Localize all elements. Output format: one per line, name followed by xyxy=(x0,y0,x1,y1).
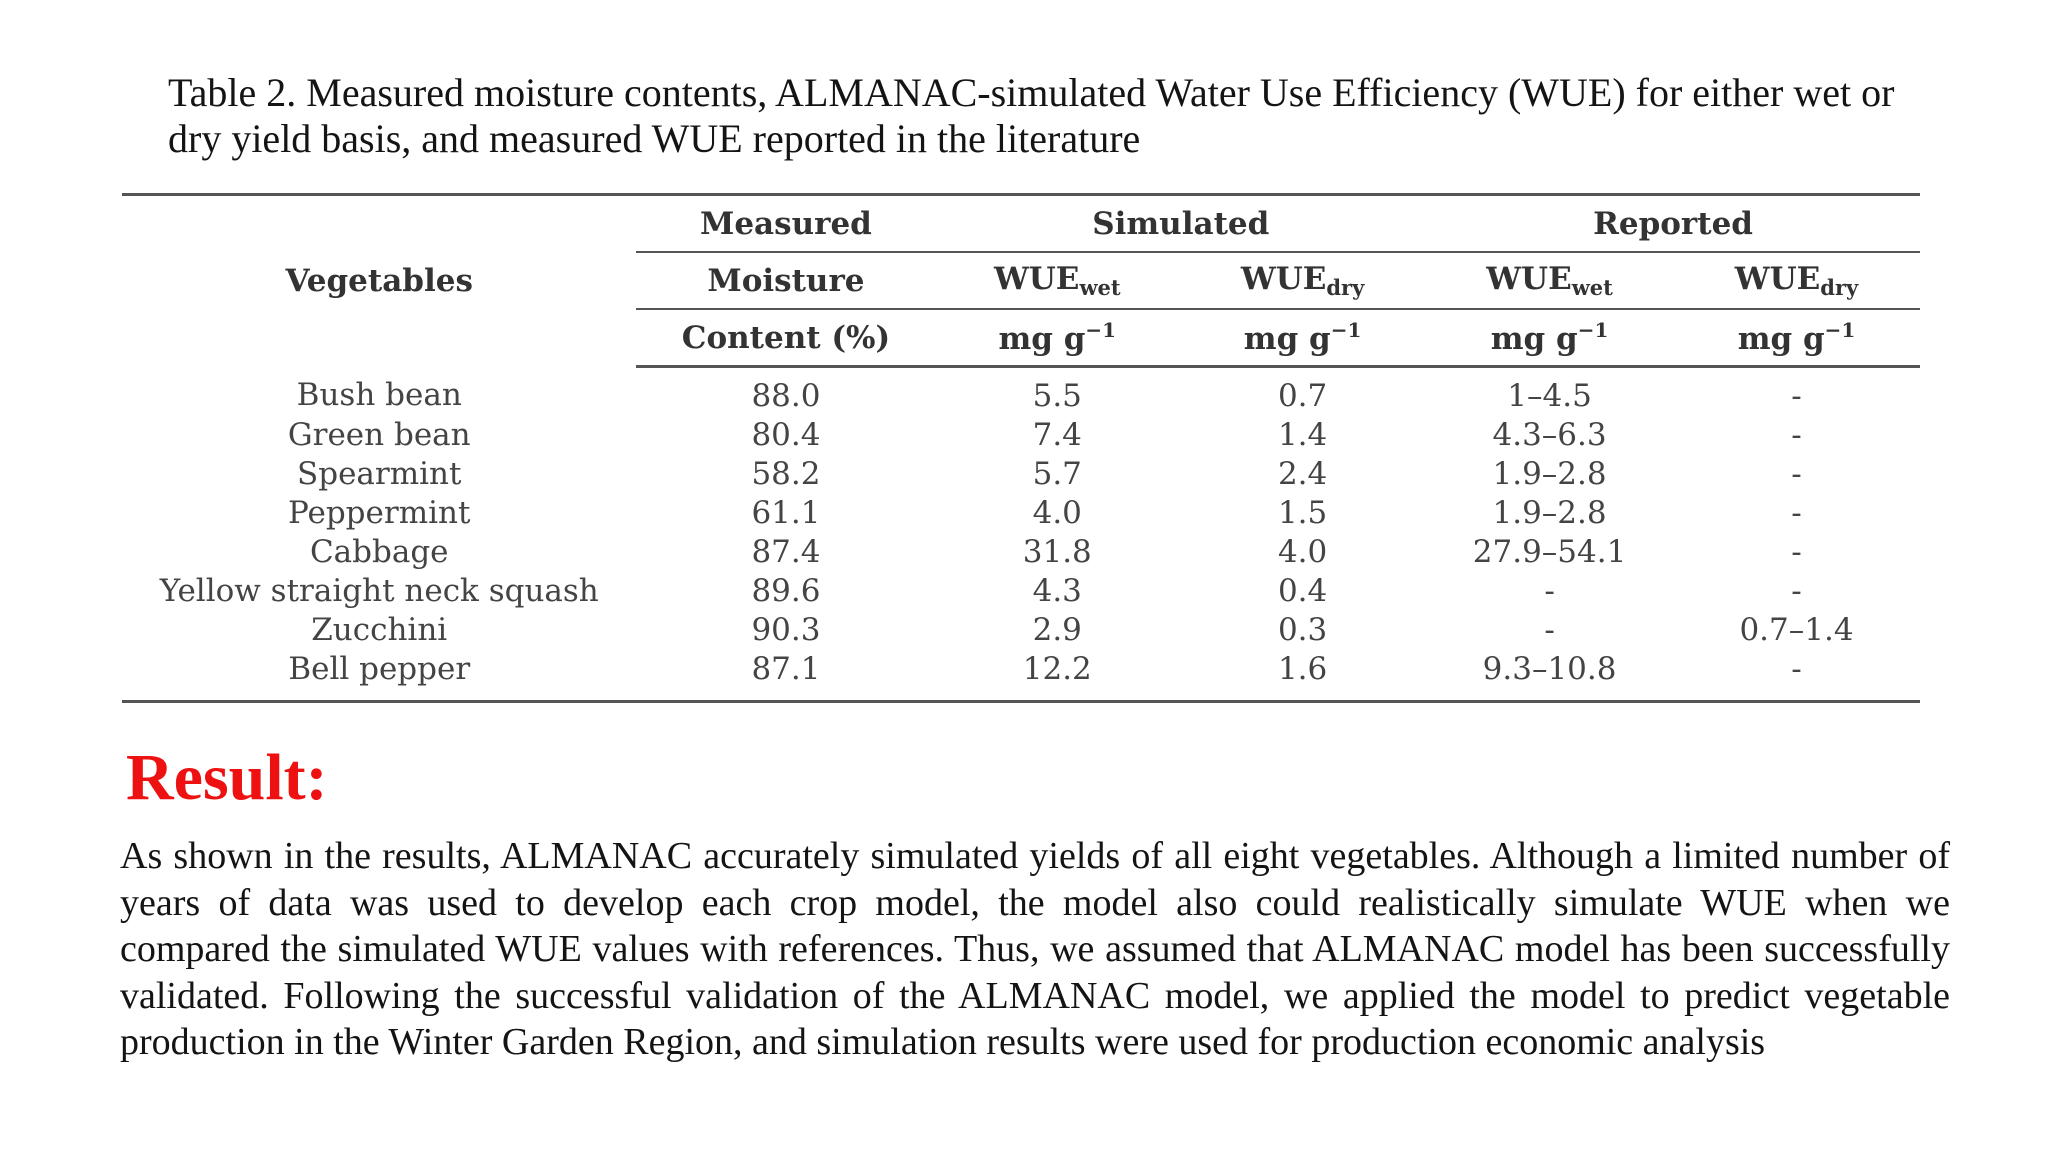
cell-rep-dry: 0.7–1.4 xyxy=(1739,611,1854,648)
cell-sim-dry: 1.5 xyxy=(1277,494,1328,531)
cell-moisture: 88.0 xyxy=(751,377,821,414)
unit-label: mg g xyxy=(1243,321,1331,357)
header-unit xyxy=(1426,309,1673,367)
cell-moisture: 90.3 xyxy=(751,611,821,648)
table-caption: Table 2. Measured moisture contents, ALMANAC-simulated Water Use Efficiency (WUE) for either wet or dry yield basis, and measured WUE reported in the literature xyxy=(168,70,1895,161)
wue-table xyxy=(122,193,1920,703)
header-vegetables: Vegetables xyxy=(122,195,636,367)
table-row xyxy=(122,610,1920,649)
cell-rep-wet: 1.9–2.8 xyxy=(1492,455,1607,492)
cell-sim-dry: 2.4 xyxy=(1277,455,1328,492)
cell-vegetable: Bush bean xyxy=(296,376,462,413)
cell-rep-wet: 9.3–10.8 xyxy=(1426,649,1673,702)
unit-label: mg g xyxy=(1490,321,1578,357)
cell-sim-wet: 12.2 xyxy=(935,649,1179,702)
cell-rep-wet: 4.3–6.3 xyxy=(1492,416,1607,453)
cell-rep-dry: - xyxy=(1791,416,1802,453)
cell-vegetable: Bell pepper xyxy=(122,649,636,702)
cell-rep-wet: 1–4.5 xyxy=(1507,377,1592,414)
table-row xyxy=(122,415,1920,454)
unit-exponent: −1 xyxy=(1085,318,1117,342)
wet-subscript: wet xyxy=(1571,275,1613,300)
cell-moisture: 87.4 xyxy=(751,533,821,570)
cell-rep-dry: - xyxy=(1673,649,1920,702)
dry-subscript: dry xyxy=(1820,275,1859,300)
cell-vegetable: Zucchini xyxy=(311,611,448,648)
cell-sim-dry: 1.6 xyxy=(1179,649,1426,702)
cell-sim-wet: 2.9 xyxy=(1032,611,1082,648)
cell-vegetable: Cabbage xyxy=(309,533,449,570)
unit-label: mg g xyxy=(1737,321,1825,357)
table-row xyxy=(122,532,1920,571)
unit-exponent: −1 xyxy=(1824,318,1856,342)
cell-rep-dry: - xyxy=(1791,533,1802,570)
unit-exponent: −1 xyxy=(1330,318,1362,342)
cell-rep-dry: - xyxy=(1791,455,1802,492)
cell-moisture: 89.6 xyxy=(751,572,821,609)
header-moisture: Moisture xyxy=(636,252,935,309)
cell-sim-wet: 4.0 xyxy=(1032,494,1082,531)
cell-sim-wet: 7.4 xyxy=(1032,416,1082,453)
header-rep-wue-dry xyxy=(1673,252,1920,309)
header-row-groups xyxy=(122,195,1920,253)
wue-label: WUE xyxy=(993,261,1080,297)
cell-moisture: 80.4 xyxy=(751,416,821,453)
cell-sim-dry: 0.4 xyxy=(1277,572,1328,609)
header-unit xyxy=(1673,309,1920,367)
cell-rep-dry: - xyxy=(1791,377,1802,414)
wue-label: WUE xyxy=(1734,261,1821,297)
unit-label: mg g xyxy=(998,321,1086,357)
result-heading: Result: xyxy=(126,741,328,814)
table-row xyxy=(122,571,1920,610)
cell-sim-dry: 0.7 xyxy=(1277,377,1328,414)
cell-moisture: 87.1 xyxy=(636,649,935,702)
cell-rep-dry: - xyxy=(1791,572,1802,609)
cell-rep-wet: 27.9–54.1 xyxy=(1472,533,1627,570)
header-sim-wue-wet xyxy=(935,252,1179,309)
header-unit xyxy=(1179,309,1426,367)
header-unit xyxy=(935,309,1179,367)
wet-subscript: wet xyxy=(1079,275,1121,300)
header-measured: Measured xyxy=(636,195,935,253)
dry-subscript: dry xyxy=(1326,275,1365,300)
table-row xyxy=(122,493,1920,532)
cell-moisture: 58.2 xyxy=(751,455,821,492)
table-row xyxy=(122,454,1920,493)
cell-rep-wet: - xyxy=(1544,611,1555,648)
unit-exponent: −1 xyxy=(1577,318,1609,342)
table-row xyxy=(122,649,1920,702)
header-simulated: Simulated xyxy=(935,195,1426,253)
cell-vegetable: Green bean xyxy=(287,416,471,453)
header-content: Content (%) xyxy=(636,309,935,367)
cell-vegetable: Yellow straight neck squash xyxy=(159,572,599,609)
table-row xyxy=(122,367,1920,416)
cell-sim-wet: 31.8 xyxy=(1022,533,1092,570)
cell-sim-dry: 0.3 xyxy=(1277,611,1328,648)
wue-label: WUE xyxy=(1240,261,1327,297)
cell-sim-wet: 5.7 xyxy=(1032,455,1082,492)
cell-sim-dry: 4.0 xyxy=(1277,533,1328,570)
cell-sim-wet: 4.3 xyxy=(1032,572,1082,609)
cell-vegetable: Spearmint xyxy=(297,455,462,492)
header-reported: Reported xyxy=(1426,195,1920,253)
cell-moisture: 61.1 xyxy=(751,494,821,531)
wue-label: WUE xyxy=(1486,261,1572,297)
cell-rep-dry: - xyxy=(1791,494,1802,531)
cell-sim-dry: 1.4 xyxy=(1277,416,1328,453)
cell-rep-wet: 1.9–2.8 xyxy=(1492,494,1607,531)
cell-sim-wet: 5.5 xyxy=(1032,377,1082,414)
result-paragraph: As shown in the results, ALMANAC accurately simulated yields of all eight vegetables. Although a limited number of years of data was used to develop each crop model, the model also could realistically simulate WUE when we compared the simulated WUE values with references. Thus, we assumed that ALMANAC model has been successfully validated. Following the successful validation of the ALMANAC model, we applied the model to predict vegetable production in the Winter Garden Region, and simulation results were used for production economic analysis xyxy=(120,835,1950,1063)
cell-rep-wet: - xyxy=(1544,572,1555,609)
header-sim-wue-dry xyxy=(1179,252,1426,309)
header-rep-wue-wet xyxy=(1426,252,1673,309)
cell-vegetable: Peppermint xyxy=(288,494,471,531)
